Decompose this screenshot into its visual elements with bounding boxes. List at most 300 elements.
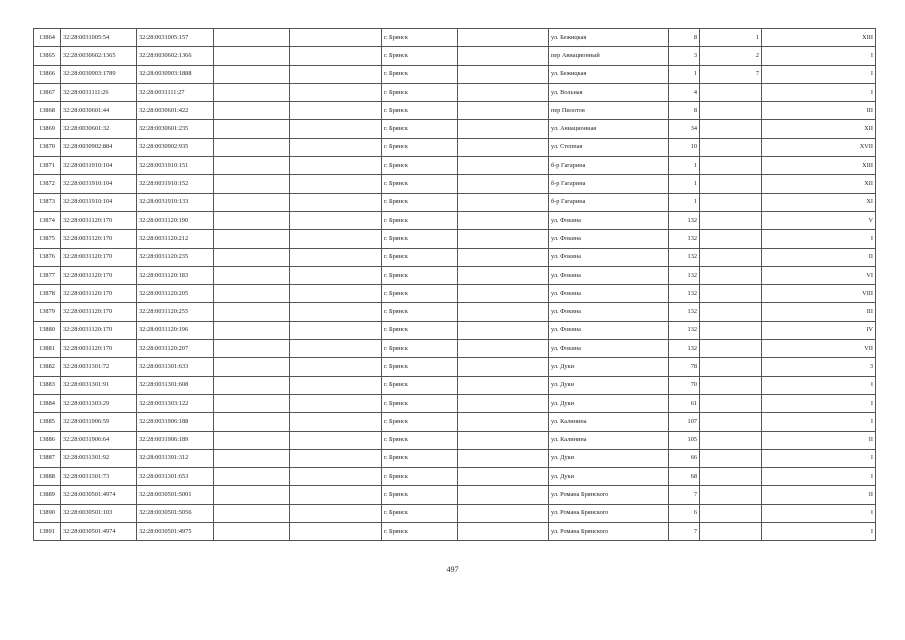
street-cell: б-р Гагарина [549,175,669,193]
empty-cell [458,321,549,339]
empty-cell [214,248,290,266]
city-cell: г. Брянск [382,431,458,449]
table-row [34,486,876,504]
empty-cell [290,468,382,486]
house-number-cell: 34 [669,120,700,138]
empty-cell [458,193,549,211]
empty-cell [290,431,382,449]
cadastral-number-cell: 32:28:0030601:32 [61,120,137,138]
premises-cadastral-number-cell: 32:28:0031301:312 [137,449,214,467]
premises-cadastral-number-cell: 32:28:0030902:935 [137,138,214,156]
premises-part-cell: XII [762,175,876,193]
table-row [34,523,876,541]
flat-number-cell [700,211,762,229]
empty-cell [290,303,382,321]
premises-cadastral-number-cell: 32:28:0031303:122 [137,394,214,412]
cadastral-number-cell: 32:28:0031301:92 [61,449,137,467]
empty-cell [458,248,549,266]
premises-part-cell: I [762,376,876,394]
empty-cell [290,65,382,83]
empty-cell [214,29,290,47]
row-number-cell: 13878 [34,285,61,303]
empty-cell [214,193,290,211]
row-number-cell: 13884 [34,394,61,412]
empty-cell [214,47,290,65]
row-number-cell: 13865 [34,47,61,65]
cadastral-number-cell: 32:28:0031910:104 [61,175,137,193]
table-row [34,65,876,83]
row-number-cell: 13867 [34,83,61,101]
empty-cell [458,175,549,193]
empty-cell [290,449,382,467]
premises-cadastral-number-cell: 32:28:0031120:235 [137,248,214,266]
empty-cell [290,358,382,376]
row-number-cell: 13890 [34,504,61,522]
flat-number-cell [700,431,762,449]
empty-cell [458,47,549,65]
flat-number-cell [700,504,762,522]
row-number-cell: 13883 [34,376,61,394]
city-cell: г. Брянск [382,504,458,522]
cadastral-number-cell: 32:28:0031120:170 [61,303,137,321]
row-number-cell: 13886 [34,431,61,449]
empty-cell [290,394,382,412]
empty-cell [290,138,382,156]
table-row [34,431,876,449]
street-cell: ул. Бежицкая [549,65,669,83]
empty-cell [458,230,549,248]
row-number-cell: 13877 [34,266,61,284]
table-row [34,248,876,266]
empty-cell [290,83,382,101]
flat-number-cell [700,468,762,486]
city-cell: г. Брянск [382,376,458,394]
house-number-cell: 132 [669,321,700,339]
empty-cell [458,523,549,541]
street-cell: ул. Романа Брянского [549,486,669,504]
empty-cell [214,486,290,504]
flat-number-cell [700,413,762,431]
cadastral-number-cell: 32:28:0031910:104 [61,157,137,175]
house-number-cell: 132 [669,211,700,229]
table-row [34,504,876,522]
street-cell: ул. Дуки [549,376,669,394]
premises-part-cell: I [762,504,876,522]
empty-cell [290,321,382,339]
flat-number-cell [700,193,762,211]
house-number-cell: 132 [669,340,700,358]
row-number-cell: 13866 [34,65,61,83]
city-cell: г. Брянск [382,340,458,358]
flat-number-cell [700,376,762,394]
house-number-cell: 132 [669,303,700,321]
row-number-cell: 13889 [34,486,61,504]
city-cell: г. Брянск [382,248,458,266]
empty-cell [214,120,290,138]
cadastral-number-cell: 32:28:0030903:1789 [61,65,137,83]
empty-cell [214,303,290,321]
premises-cadastral-number-cell: 32:28:0031120:205 [137,285,214,303]
premises-cadastral-number-cell: 32:28:0031120:183 [137,266,214,284]
empty-cell [458,486,549,504]
street-cell: ул. Калинина [549,413,669,431]
empty-cell [290,340,382,358]
premises-part-cell: I [762,230,876,248]
flat-number-cell [700,120,762,138]
row-number-cell: 13864 [34,29,61,47]
empty-cell [290,248,382,266]
table-row [34,175,876,193]
flat-number-cell [700,449,762,467]
flat-number-cell [700,321,762,339]
premises-part-cell: II [762,431,876,449]
empty-cell [290,230,382,248]
house-number-cell: 7 [669,486,700,504]
row-number-cell: 13881 [34,340,61,358]
empty-cell [458,65,549,83]
house-number-cell: 78 [669,358,700,376]
street-cell: ул. Дуки [549,358,669,376]
cadastral-number-cell: 32:28:0030501:103 [61,504,137,522]
premises-cadastral-number-cell: 32:28:0031301:608 [137,376,214,394]
premises-part-cell: 3 [762,358,876,376]
flat-number-cell [700,358,762,376]
table-row [34,449,876,467]
premises-part-cell: II [762,486,876,504]
city-cell: г. Брянск [382,65,458,83]
premises-cadastral-number-cell: 32:28:0030903:1888 [137,65,214,83]
row-number-cell: 13885 [34,413,61,431]
premises-cadastral-number-cell: 32:28:0030501:4975 [137,523,214,541]
table-row [34,358,876,376]
empty-cell [290,157,382,175]
house-number-cell: 132 [669,248,700,266]
cadastral-number-cell: 32:28:0031910:104 [61,193,137,211]
cadastral-number-cell: 32:28:0031301:73 [61,468,137,486]
street-cell: ул. Дуки [549,449,669,467]
table-row [34,47,876,65]
table-row [34,394,876,412]
empty-cell [290,285,382,303]
empty-cell [290,175,382,193]
empty-cell [290,486,382,504]
row-number-cell: 13875 [34,230,61,248]
house-number-cell: 7 [669,523,700,541]
row-number-cell: 13880 [34,321,61,339]
premises-cadastral-number-cell: 32:28:0031120:207 [137,340,214,358]
empty-cell [458,303,549,321]
city-cell: г. Брянск [382,211,458,229]
house-number-cell: 132 [669,230,700,248]
empty-cell [214,102,290,120]
empty-cell [458,431,549,449]
empty-cell [290,193,382,211]
row-number-cell: 13871 [34,157,61,175]
flat-number-cell [700,230,762,248]
cadastral-number-cell: 32:28:0031906:64 [61,431,137,449]
table-row [34,340,876,358]
house-number-cell: 8 [669,102,700,120]
house-number-cell: 132 [669,285,700,303]
city-cell: г. Брянск [382,358,458,376]
city-cell: г. Брянск [382,175,458,193]
premises-part-cell: XVII [762,138,876,156]
premises-part-cell: XII [762,120,876,138]
city-cell: г. Брянск [382,449,458,467]
empty-cell [458,157,549,175]
city-cell: г. Брянск [382,394,458,412]
house-number-cell: 132 [669,266,700,284]
street-cell: ул. Бежицкая [549,29,669,47]
empty-cell [214,175,290,193]
flat-number-cell [700,394,762,412]
premises-cadastral-number-cell: 32:28:0031910:151 [137,157,214,175]
premises-cadastral-number-cell: 32:28:0031120:190 [137,211,214,229]
city-cell: г. Брянск [382,193,458,211]
table-body [34,29,876,541]
premises-part-cell: I [762,47,876,65]
house-number-cell: 4 [669,83,700,101]
city-cell: г. Брянск [382,523,458,541]
empty-cell [214,157,290,175]
table-row [34,193,876,211]
empty-cell [458,285,549,303]
premises-cadastral-number-cell: 32:28:0030601:235 [137,120,214,138]
street-cell: ул. Степная [549,138,669,156]
empty-cell [458,83,549,101]
flat-number-cell [700,175,762,193]
table-row [34,321,876,339]
flat-number-cell [700,102,762,120]
house-number-cell: 8 [669,29,700,47]
cadastral-number-cell: 32:28:0031120:170 [61,340,137,358]
premises-part-cell: IV [762,321,876,339]
city-cell: г. Брянск [382,29,458,47]
table-row [34,413,876,431]
street-cell: ул. Дуки [549,394,669,412]
premises-cadastral-number-cell: 32:28:0031120:196 [137,321,214,339]
city-cell: г. Брянск [382,285,458,303]
street-cell: б-р Гагарина [549,157,669,175]
premises-cadastral-number-cell: 32:28:0031906:188 [137,413,214,431]
row-number-cell: 13891 [34,523,61,541]
row-number-cell: 13873 [34,193,61,211]
city-cell: г. Брянск [382,138,458,156]
premises-part-cell: I [762,449,876,467]
table-row [34,120,876,138]
flat-number-cell [700,157,762,175]
cadastral-number-cell: 32:28:0030602:1365 [61,47,137,65]
house-number-cell: 66 [669,449,700,467]
street-cell: ул. Авиационная [549,120,669,138]
house-number-cell: 6 [669,504,700,522]
premises-part-cell: I [762,394,876,412]
flat-number-cell [700,303,762,321]
street-cell: ул. Фокина [549,248,669,266]
empty-cell [458,394,549,412]
house-number-cell: 68 [669,468,700,486]
empty-cell [458,340,549,358]
street-cell: ул. Фокина [549,211,669,229]
street-cell: ул. Фокина [549,285,669,303]
table-row [34,266,876,284]
table-row [34,230,876,248]
premises-part-cell: VIII [762,285,876,303]
empty-cell [290,120,382,138]
city-cell: г. Брянск [382,157,458,175]
city-cell: г. Брянск [382,230,458,248]
house-number-cell: 105 [669,431,700,449]
empty-cell [290,504,382,522]
premises-part-cell: XIII [762,29,876,47]
house-number-cell: 10 [669,138,700,156]
premises-part-cell: I [762,413,876,431]
premises-cadastral-number-cell: 32:28:0030601:422 [137,102,214,120]
table-row [34,138,876,156]
cadastral-number-cell: 32:28:0031303:29 [61,394,137,412]
empty-cell [290,29,382,47]
empty-cell [458,138,549,156]
cadastral-number-cell: 32:28:0031301:91 [61,376,137,394]
empty-cell [290,211,382,229]
empty-cell [290,47,382,65]
row-number-cell: 13887 [34,449,61,467]
premises-part-cell: I [762,468,876,486]
street-cell: ул. Романа Брянского [549,504,669,522]
empty-cell [290,376,382,394]
table-row [34,29,876,47]
street-cell: ул. Фокина [549,266,669,284]
row-number-cell: 13879 [34,303,61,321]
street-cell: ул. Калинина [549,431,669,449]
premises-part-cell: III [762,102,876,120]
table-row [34,468,876,486]
premises-part-cell: II [762,248,876,266]
house-number-cell: 61 [669,394,700,412]
premises-part-cell: XI [762,193,876,211]
registry-table [33,28,876,541]
empty-cell [214,211,290,229]
empty-cell [214,230,290,248]
row-number-cell: 13876 [34,248,61,266]
empty-cell [458,211,549,229]
premises-part-cell: VII [762,340,876,358]
city-cell: г. Брянск [382,413,458,431]
row-number-cell: 13870 [34,138,61,156]
house-number-cell: 1 [669,193,700,211]
table-row [34,83,876,101]
city-cell: г. Брянск [382,321,458,339]
premises-part-cell: III [762,303,876,321]
cadastral-number-cell: 32:28:0031120:170 [61,211,137,229]
empty-cell [458,266,549,284]
empty-cell [214,431,290,449]
empty-cell [290,413,382,431]
empty-cell [214,504,290,522]
empty-cell [214,468,290,486]
row-number-cell: 13868 [34,102,61,120]
empty-cell [214,65,290,83]
cadastral-number-cell: 32:28:0030501:4974 [61,523,137,541]
city-cell: г. Брянск [382,47,458,65]
city-cell: г. Брянск [382,303,458,321]
cadastral-number-cell: 32:28:0031120:170 [61,285,137,303]
empty-cell [214,138,290,156]
empty-cell [214,394,290,412]
street-cell: ул. Дуки [549,468,669,486]
flat-number-cell [700,340,762,358]
empty-cell [458,413,549,431]
cadastral-number-cell: 32:28:0031111:26 [61,83,137,101]
city-cell: г. Брянск [382,468,458,486]
empty-cell [214,358,290,376]
premises-cadastral-number-cell: 32:28:0031301:653 [137,468,214,486]
table-row [34,102,876,120]
table-row [34,376,876,394]
cadastral-number-cell: 32:28:0031906:59 [61,413,137,431]
table-row [34,303,876,321]
empty-cell [290,523,382,541]
street-cell: ул. Фокина [549,303,669,321]
premises-cadastral-number-cell: 32:28:0031910:133 [137,193,214,211]
flat-number-cell [700,83,762,101]
premises-cadastral-number-cell: 32:28:0031906:189 [137,431,214,449]
flat-number-cell [700,523,762,541]
flat-number-cell [700,486,762,504]
street-cell: ул. Фокина [549,321,669,339]
row-number-cell: 13872 [34,175,61,193]
premises-cadastral-number-cell: 32:28:0031111:27 [137,83,214,101]
premises-part-cell: V [762,211,876,229]
flat-number-cell: 7 [700,65,762,83]
empty-cell [290,266,382,284]
cadastral-number-cell: 32:28:0031120:170 [61,321,137,339]
flat-number-cell [700,266,762,284]
row-number-cell: 13882 [34,358,61,376]
premises-cadastral-number-cell: 32:28:0031120:212 [137,230,214,248]
premises-part-cell: I [762,523,876,541]
premises-cadastral-number-cell: 32:28:0031120:255 [137,303,214,321]
street-cell: пер Пилотов [549,102,669,120]
empty-cell [458,468,549,486]
flat-number-cell [700,285,762,303]
flat-number-cell: 2 [700,47,762,65]
house-number-cell: 107 [669,413,700,431]
premises-cadastral-number-cell: 32:28:0030602:1366 [137,47,214,65]
empty-cell [214,266,290,284]
premises-part-cell: XIII [762,157,876,175]
street-cell: ул. Фокина [549,340,669,358]
premises-cadastral-number-cell: 32:28:0031910:152 [137,175,214,193]
table-row [34,157,876,175]
street-cell: ул. Вольная [549,83,669,101]
empty-cell [458,376,549,394]
cadastral-number-cell: 32:28:0031120:170 [61,248,137,266]
house-number-cell: 1 [669,65,700,83]
cadastral-number-cell: 32:28:0030601:44 [61,102,137,120]
cadastral-number-cell: 32:28:0031301:72 [61,358,137,376]
premises-cadastral-number-cell: 32:28:0030501:5056 [137,504,214,522]
empty-cell [214,523,290,541]
premises-cadastral-number-cell: 32:28:0030501:5001 [137,486,214,504]
cadastral-number-cell: 32:28:0030902:884 [61,138,137,156]
row-number-cell: 13869 [34,120,61,138]
empty-cell [214,321,290,339]
street-cell: ул. Романа Брянского [549,523,669,541]
flat-number-cell: 1 [700,29,762,47]
flat-number-cell [700,138,762,156]
empty-cell [458,29,549,47]
